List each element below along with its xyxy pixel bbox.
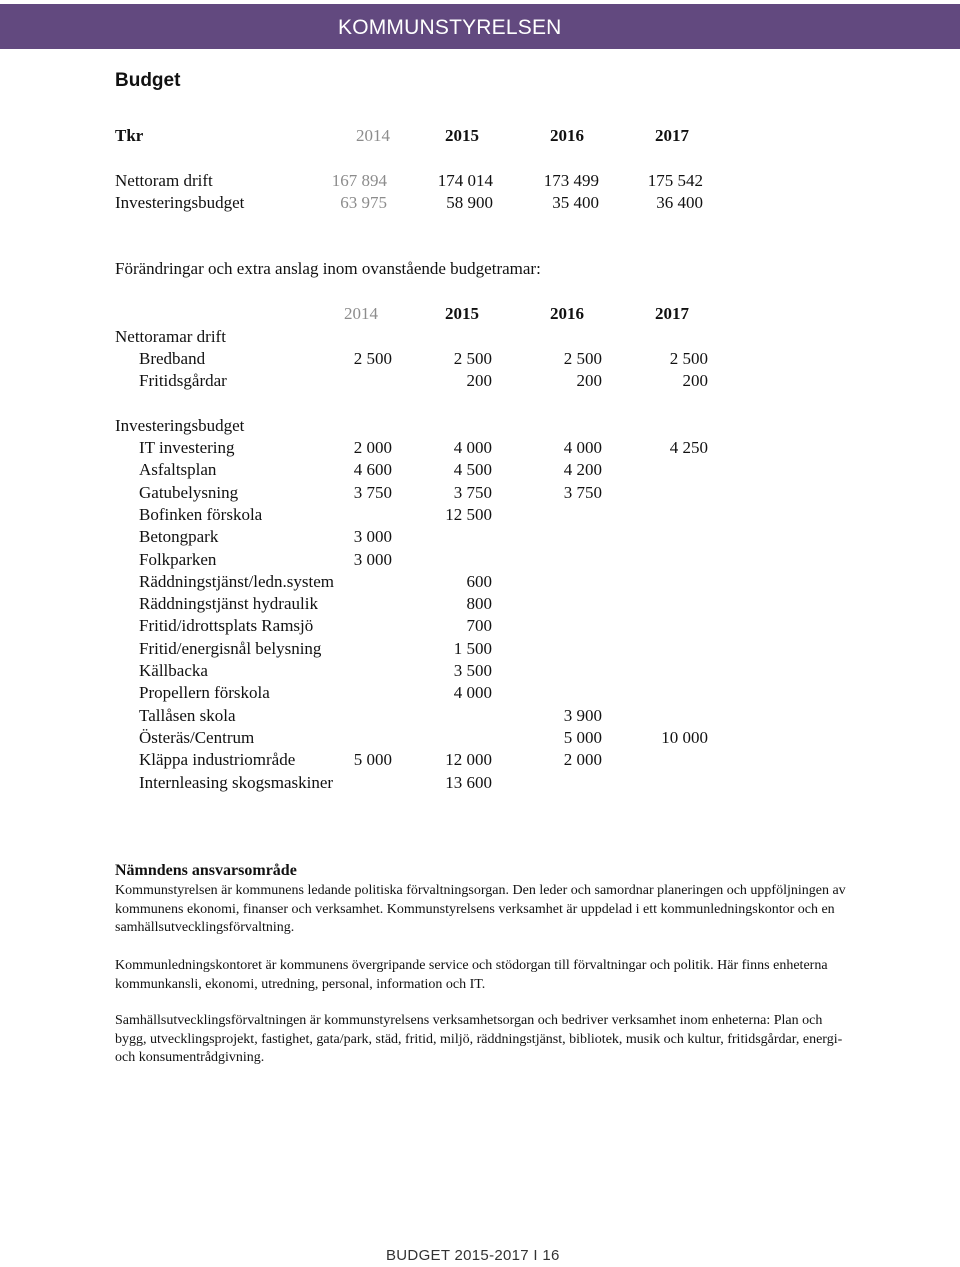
line-item-label: Räddningstjänst hydraulik [139,594,318,614]
line-item-value: 200 [682,371,708,391]
line-item-label: Fritid/energisnål belysning [139,638,322,658]
nettoramar-title: Nettoramar drift [115,327,226,346]
summary-cell: 175 542 [647,171,703,190]
line-item-label: Österäs/Centrum [139,727,255,747]
line-item-label: Fritidsgårdar [139,371,227,391]
investering-title: Investeringsbudget [115,416,245,435]
line-item-label: Tallåsen skola [139,705,236,725]
budget-heading: Budget [115,70,181,91]
line-item-value: 1 500 [453,638,492,658]
line-item-value: 800 [466,594,492,614]
responsibility-heading: Nämndens ansvarsområde [115,862,297,879]
summary-cell: 58 900 [446,193,493,212]
line-item-value: 4 600 [353,460,392,480]
line-item-label: Bofinken förskola [139,504,263,524]
line-item-value: 4 000 [453,683,492,703]
line-item-label: Gatubelysning [139,482,239,502]
summary-cell: 173 499 [543,171,599,190]
line-item-value: 10 000 [661,727,708,747]
summary-cell: 35 400 [552,193,599,212]
line-item-value: 3 750 [563,482,602,502]
line-item-label: Betongpark [139,527,219,547]
line-item-value: 5 000 [563,727,602,747]
line-item-value: 700 [466,616,492,636]
summary-unit-label: Tkr [115,126,144,145]
line-item-value: 12 500 [445,504,492,524]
line-item-label: Kläppa industriområde [139,750,296,770]
summary-row-label: Nettoram drift [115,171,213,190]
line-item-value: 3 750 [453,482,492,502]
responsibility-paragraph-3: Samhällsutvecklingsförvaltningen är kommunstyrelsens verksamhetsorgan och bedriver verksamhet inom enheterna: Plan och bygg, utvecklingsprojekt, fastighet, gata/park, städ, fritid, miljö, räddningstjänst, bibliotek, musik och kultur, fritidsgårdar, energi- och konsumentrådgivning. [115,1013,843,1066]
line-item-value: 3 750 [353,482,392,502]
changes-year-2017: 2017 [655,304,689,323]
line-item-value: 2 500 [669,349,708,368]
changes-year-2014: 2014 [344,304,378,323]
summary-row-label: Investeringsbudget [115,193,245,212]
line-item-value: 4 200 [563,460,602,480]
line-item-label: Folkparken [139,549,217,569]
line-item-value: 2 000 [353,438,392,457]
line-item-value: 3 900 [563,705,602,725]
line-item-label: Internleasing skogsmaskiner [139,772,334,792]
line-item-value: 200 [576,371,602,391]
line-item-value: 2 500 [353,349,392,368]
summary-year-2017: 2017 [655,126,689,145]
line-item-value: 4 000 [563,438,602,457]
summary-year-2015: 2015 [445,126,479,145]
summary-cell: 63 975 [340,193,387,212]
line-item-value: 12 000 [445,750,492,770]
line-item-value: 2 500 [563,349,602,368]
summary-cell: 167 894 [331,171,387,190]
header-title: KOMMUNSTYRELSEN [338,16,562,39]
line-item-label: Källbacka [139,661,208,680]
line-item-label: Fritid/idrottsplats Ramsjö [139,616,314,636]
line-item-value: 13 600 [445,772,492,792]
header-banner [0,4,960,49]
line-item-label: Propellern förskola [139,683,270,703]
summary-year-2014: 2014 [356,126,390,145]
page-footer: BUDGET 2015-2017 I 16 [386,1247,560,1264]
line-item-label: Asfaltsplan [139,460,217,480]
line-item-value: 2 000 [563,750,602,770]
line-item-value: 4 250 [669,438,708,457]
responsibility-paragraph-2: Kommunledningskontoret är kommunens övergripande service och stödorgan till förvaltningar och politik. Här finns enheterna kommunkansli, ekonomi, utredning, personal, information och IT. [115,958,828,992]
changes-year-2016: 2016 [550,304,584,323]
line-item-value: 200 [466,371,492,391]
line-item-value: 4 000 [453,438,492,457]
summary-cell: 36 400 [656,193,703,212]
summary-year-2016: 2016 [550,126,584,145]
line-item-label: Räddningstjänst/ledn.system [139,571,335,591]
line-item-value: 3 500 [453,661,492,680]
line-item-value: 4 500 [453,460,492,480]
line-item-label: Bredband [139,349,206,368]
line-item-value: 2 500 [453,349,492,368]
responsibility-paragraph-1: Kommunstyrelsen är kommunens ledande politiska förvaltningsorgan. Den leder och samordnar planeringen och uppföljningen av kommunens ekonomi, finanser och verksamhet. Kommunstyrelsens verksamhet är uppdelad i ett kommunledningskontor och en samhällsutvecklingsförvaltning. [115,883,846,936]
line-item-value: 600 [466,571,492,591]
summary-cell: 174 014 [437,171,493,190]
line-item-value: 5 000 [353,750,392,770]
line-item-value: 3 000 [353,527,392,547]
changes-intro: Förändringar och extra anslag inom ovanstående budgetramar: [115,259,541,278]
line-item-label: IT investering [139,438,235,457]
line-item-value: 3 000 [353,549,392,569]
changes-year-2015: 2015 [445,304,479,323]
